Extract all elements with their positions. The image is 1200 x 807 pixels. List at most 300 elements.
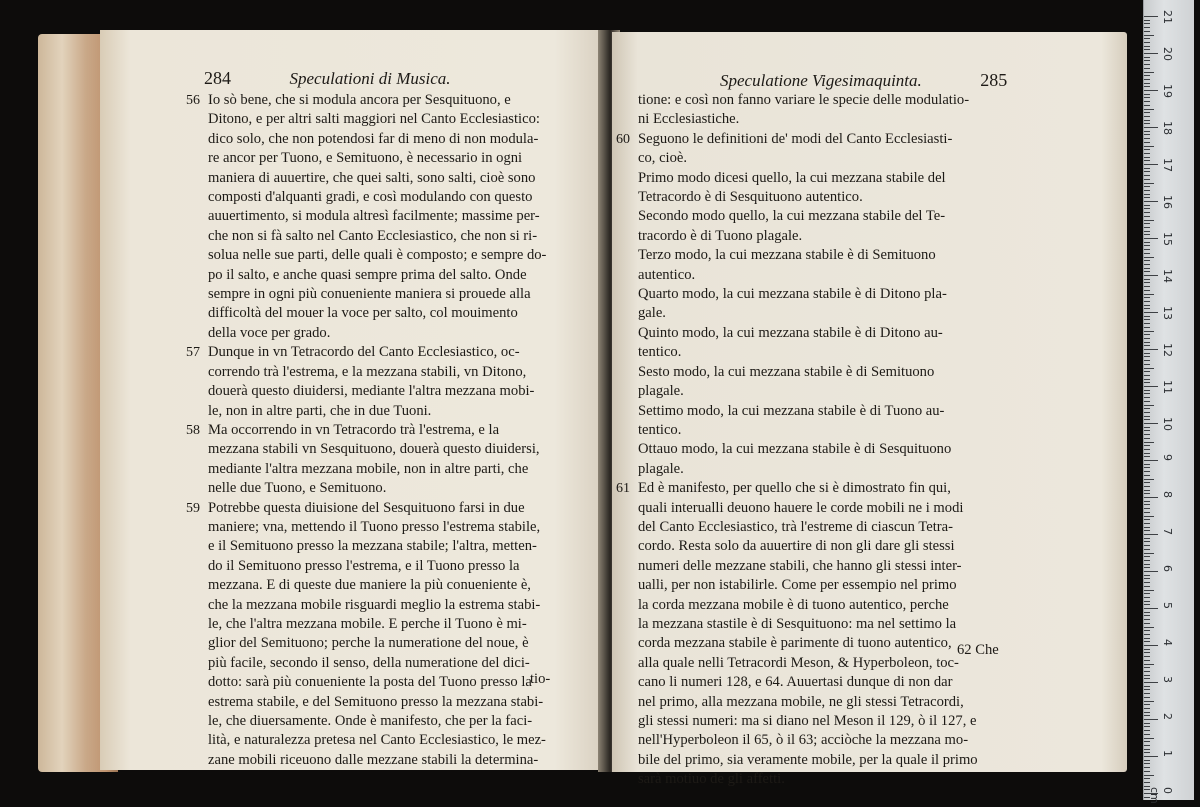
ruler-minor-tick	[1144, 290, 1150, 291]
ruler-minor-tick	[1144, 486, 1150, 487]
text-line	[616, 227, 1026, 246]
ruler-minor-tick	[1144, 286, 1150, 287]
ruler-label: 18	[1161, 121, 1174, 135]
line-text: mezzana stabili vn Sesquituono, douerà questo diuidersi,	[208, 441, 540, 458]
ruler-minor-tick	[1144, 704, 1150, 705]
left-page	[100, 30, 605, 770]
line-text: Sesto modo, la cui mezzana stabile è di Semituono	[638, 363, 935, 380]
ruler-minor-tick	[1144, 356, 1150, 357]
ruler-minor-tick	[1144, 212, 1150, 213]
ruler-minor-tick	[1144, 675, 1150, 676]
ruler-minor-tick	[1144, 297, 1150, 298]
ruler-minor-tick	[1144, 741, 1150, 742]
ruler-tick	[1144, 127, 1158, 128]
line-text: corda mezzana stabile è parimente di tuono autentico,	[638, 635, 952, 652]
line-text: correndo trà l'estrema, e la mezzana stabili, vn Ditono,	[208, 363, 527, 380]
ruler-minor-tick	[1144, 194, 1150, 195]
ruler-minor-tick	[1144, 708, 1150, 709]
ruler-minor-tick	[1144, 778, 1150, 779]
ruler-minor-tick	[1144, 623, 1150, 624]
ruler-minor-tick	[1144, 168, 1150, 169]
ruler-minor-tick	[1144, 641, 1150, 642]
ruler-minor-tick	[1144, 231, 1150, 232]
line-text: nel primo, alla mezzana mobile, ne gli stessi Tetracordi,	[638, 693, 964, 710]
line-text: re ancor per Tuono, e Semituono, è necessario in ogni	[208, 150, 523, 167]
text-line	[186, 537, 606, 556]
line-text: Quinto modo, la cui mezzana stabile è di Ditono au-	[638, 324, 943, 341]
ruler-label: 12	[1161, 343, 1174, 357]
line-text: autentico.	[638, 266, 696, 283]
ruler-minor-tick	[1144, 123, 1150, 124]
ruler-minor-tick	[1144, 345, 1150, 346]
ruler-label: 8	[1161, 491, 1174, 498]
ruler-minor-tick	[1144, 197, 1150, 198]
ruler-tick	[1144, 238, 1158, 239]
ruler-minor-tick	[1144, 771, 1150, 772]
ruler-minor-tick	[1144, 397, 1150, 398]
text-line	[186, 285, 606, 304]
ruler-tick	[1144, 608, 1158, 609]
line-text: Secondo modo quello, la cui mezzana stabile del Te-	[638, 208, 946, 225]
text-line	[186, 304, 606, 323]
ruler-minor-tick	[1144, 157, 1150, 158]
text-line	[616, 402, 1026, 421]
ruler-minor-tick	[1144, 516, 1154, 517]
ruler-label: 4	[1161, 639, 1174, 646]
right-page-number: 285	[980, 70, 1008, 90]
left-running-head: Speculationi di Musica.	[289, 69, 451, 88]
text-line	[616, 110, 1026, 129]
ruler-label: 11	[1161, 380, 1174, 394]
line-text: zane mobili riceuono dalle mezzane stabili la determina-	[208, 751, 539, 768]
ruler-minor-tick	[1144, 427, 1150, 428]
ruler-label: 6	[1161, 565, 1174, 572]
ruler-minor-tick	[1144, 767, 1150, 768]
line-text: tentico.	[638, 421, 682, 438]
line-text: le, che l'altra mezzana mobile. E perche il Tuono è mi-	[208, 615, 527, 632]
ruler-minor-tick	[1144, 301, 1150, 302]
text-line	[186, 634, 606, 653]
ruler-minor-tick	[1144, 23, 1150, 24]
ruler-minor-tick	[1144, 190, 1150, 191]
ruler-minor-tick	[1144, 175, 1150, 176]
text-line	[186, 130, 606, 149]
line-text: maniere; vna, mettendo il Tuono presso l'estrema stabile,	[208, 518, 541, 535]
ruler-minor-tick	[1144, 79, 1150, 80]
text-line	[186, 596, 606, 615]
ruler-minor-tick	[1144, 612, 1150, 613]
ruler-minor-tick	[1144, 27, 1150, 28]
ruler-minor-tick	[1144, 382, 1150, 383]
ruler-minor-tick	[1144, 671, 1150, 672]
line-text: Settimo modo, la cui mezzana stabile è di Tuono au-	[638, 402, 945, 419]
ruler-tick	[1144, 164, 1158, 165]
line-text: cano li numeri 128, e 64. Auuertasi dunque di non dar	[638, 674, 953, 691]
ruler-minor-tick	[1144, 42, 1150, 43]
ruler-label: 14	[1161, 269, 1174, 283]
ruler-minor-tick	[1144, 504, 1150, 505]
text-line	[186, 479, 606, 498]
text-line	[186, 382, 606, 401]
ruler-minor-tick	[1144, 416, 1150, 417]
line-text: la mezzana stastile è di Sesquituono: ma nel settimo la	[638, 615, 957, 632]
text-line	[186, 693, 606, 712]
text-line	[616, 188, 1026, 207]
line-text: Ed è manifesto, per quello che si è dimostrato fin qui,	[638, 480, 951, 497]
ruler-minor-tick	[1144, 582, 1150, 583]
ruler-minor-tick	[1144, 305, 1150, 306]
ruler-minor-tick	[1144, 294, 1154, 295]
ruler-minor-tick	[1144, 208, 1150, 209]
text-line	[616, 382, 1026, 401]
ruler-label: 19	[1161, 84, 1174, 98]
ruler-minor-tick	[1144, 634, 1150, 635]
ruler-minor-tick	[1144, 264, 1150, 265]
text-line	[616, 596, 1026, 615]
ruler-minor-tick	[1144, 316, 1150, 317]
ruler-minor-tick	[1144, 545, 1150, 546]
line-text: alla quale nelli Tetracordi Meson, & Hyperboleon, toc-	[638, 654, 959, 671]
ruler-tick	[1144, 571, 1158, 572]
text-line	[616, 615, 1026, 634]
ruler-minor-tick	[1144, 257, 1154, 258]
line-text: solua nelle sue parti, delle quali è composto; e sempre do-	[208, 247, 547, 264]
line-text: cordo. Resta solo da auuertire di non gli dare gli stessi	[638, 538, 955, 555]
ruler-minor-tick	[1144, 64, 1150, 65]
line-text: ualli, per non istabilirle. Come per essempio nel primo	[638, 577, 957, 594]
ruler-minor-tick	[1144, 453, 1150, 454]
ruler-tick	[1144, 312, 1158, 313]
ruler-minor-tick	[1144, 493, 1150, 494]
ruler-label: 0 cm	[1148, 787, 1174, 804]
text-line	[616, 304, 1026, 323]
line-text: ni Ecclesiastiche.	[638, 111, 740, 128]
ruler-minor-tick	[1144, 35, 1154, 36]
ruler-minor-tick	[1144, 60, 1150, 61]
ruler-minor-tick	[1144, 438, 1150, 439]
ruler-minor-tick	[1144, 726, 1150, 727]
ruler-minor-tick	[1144, 205, 1150, 206]
ruler-minor-tick	[1144, 541, 1150, 542]
ruler-minor-tick	[1144, 689, 1150, 690]
text-line	[186, 227, 606, 246]
ruler-label: 21	[1161, 10, 1174, 24]
ruler-minor-tick	[1144, 445, 1150, 446]
ruler-label: 5	[1161, 602, 1174, 609]
ruler-minor-tick	[1144, 656, 1150, 657]
text-line	[616, 130, 1026, 149]
line-text: sarà motiuo de gli affetti.	[638, 771, 785, 788]
ruler-minor-tick	[1144, 697, 1150, 698]
line-text: che la mezzana mobile risguardi meglio la estrema stabi-	[208, 596, 541, 613]
ruler-minor-tick	[1144, 260, 1150, 261]
ruler-minor-tick	[1144, 660, 1150, 661]
line-text: gli stessi numeri: ma si diano nel Meson il 129, ò il 127, e	[638, 713, 977, 729]
line-text: glior del Semituono; perche la numeratione del noue, è	[208, 635, 529, 652]
text-line	[616, 285, 1026, 304]
left-catchword: tio-	[530, 671, 551, 687]
text-line	[616, 693, 1026, 712]
text-line	[186, 169, 606, 188]
text-line	[186, 324, 606, 343]
ruler-minor-tick	[1144, 712, 1150, 713]
line-text: gale.	[638, 305, 666, 322]
right-running-head: Speculatione Vigesimaquinta.	[720, 71, 922, 90]
ruler-minor-tick	[1144, 405, 1154, 406]
ruler-minor-tick	[1144, 649, 1150, 650]
ruler-minor-tick	[1144, 749, 1150, 750]
ruler-tick	[1144, 497, 1158, 498]
ruler-minor-tick	[1144, 38, 1150, 39]
ruler-minor-tick	[1144, 575, 1150, 576]
ruler-minor-tick	[1144, 149, 1150, 150]
ruler-minor-tick	[1144, 527, 1150, 528]
ruler-minor-tick	[1144, 334, 1150, 335]
ruler-minor-tick	[1144, 601, 1150, 602]
ruler-tick	[1144, 756, 1158, 757]
paragraph-number: 60	[616, 131, 630, 147]
ruler-minor-tick	[1144, 342, 1150, 343]
ruler-minor-tick	[1144, 131, 1150, 132]
line-text: Potrebbe questa diuisione del Sesquituono farsi in due	[208, 499, 525, 516]
ruler-minor-tick	[1144, 279, 1150, 280]
ruler-minor-tick	[1144, 730, 1150, 731]
paragraph-number: 56	[186, 93, 200, 108]
text-line	[186, 731, 606, 750]
line-text: le, che diuersamente. Onde è manifesto, che per la faci-	[208, 713, 533, 729]
ruler-minor-tick	[1144, 782, 1150, 783]
ruler-minor-tick	[1144, 449, 1150, 450]
ruler-tick	[1144, 645, 1158, 646]
ruler-minor-tick	[1144, 456, 1150, 457]
ruler-minor-tick	[1144, 120, 1150, 121]
line-text: dotto: sarà più conueniente la posta del Tuono presso la	[208, 674, 532, 691]
ruler-minor-tick	[1144, 97, 1150, 98]
text-line	[616, 149, 1026, 168]
ruler-minor-tick	[1144, 353, 1150, 354]
line-text: douerà questo diuidersi, mediante l'altra mezzana mobi-	[208, 383, 535, 400]
ruler-minor-tick	[1144, 338, 1150, 339]
text-line	[616, 731, 1026, 750]
ruler-minor-tick	[1144, 723, 1150, 724]
paragraph-number: 61	[616, 481, 630, 497]
text-line	[616, 712, 1026, 731]
text-line	[616, 557, 1026, 576]
ruler-label: 9	[1161, 454, 1174, 461]
line-text: lità, e naturalezza pretesa nel Canto Ecclesiastico, le mez-	[208, 732, 546, 749]
ruler-tick	[1144, 460, 1158, 461]
line-text: quali interualli deuono hauere le corde mobili ne i modi	[638, 499, 964, 516]
ruler-minor-tick	[1144, 464, 1150, 465]
ruler-minor-tick	[1144, 419, 1150, 420]
line-text: Io sò bene, che si modula ancora per Sesquituono, e	[208, 92, 511, 108]
line-text: dico solo, che non potendosi far di meno di non modula-	[208, 130, 539, 147]
line-text: mediante l'altra mezzana mobile, non in altre parti, che	[208, 460, 529, 477]
ruler-minor-tick	[1144, 101, 1150, 102]
ruler-minor-tick	[1144, 701, 1154, 702]
text-line	[616, 576, 1026, 595]
ruler-minor-tick	[1144, 234, 1150, 235]
line-text: co, cioè.	[638, 150, 688, 167]
text-line	[616, 207, 1026, 226]
text-line	[616, 537, 1026, 556]
ruler-minor-tick	[1144, 549, 1150, 550]
ruler-minor-tick	[1144, 401, 1150, 402]
ruler-minor-tick	[1144, 375, 1150, 376]
text-line	[616, 421, 1026, 440]
text-line	[616, 751, 1026, 770]
ruler-minor-tick	[1144, 775, 1154, 776]
line-text: maniera di auuertire, che quei salti, sono salti, cioè sono	[208, 169, 536, 186]
ruler-minor-tick	[1144, 556, 1150, 557]
line-text: tentico.	[638, 344, 682, 361]
ruler-label: 7	[1161, 528, 1174, 535]
ruler-minor-tick	[1144, 160, 1150, 161]
ruler-minor-tick	[1144, 57, 1150, 58]
line-text: Seguono le definitioni de' modi del Canto Ecclesiasti-	[638, 130, 953, 147]
line-text: più facile, secondo il senso, della numeratione del dici-	[208, 654, 530, 671]
ruler-label: 16	[1161, 195, 1174, 209]
text-line	[186, 363, 606, 382]
line-text: nelle due Tuono, e Semituono.	[208, 480, 387, 497]
text-line	[186, 440, 606, 459]
ruler-label: 2	[1161, 713, 1174, 720]
ruler-minor-tick	[1144, 512, 1150, 513]
ruler-minor-tick	[1144, 475, 1150, 476]
left-page-body	[186, 91, 606, 770]
ruler-minor-tick	[1144, 112, 1150, 113]
text-line	[186, 712, 606, 731]
ruler-minor-tick	[1144, 408, 1150, 409]
line-text: composti d'alquanti gradi, e così modulando con questo	[208, 189, 533, 206]
line-text: estrema stabile, e del Semituono presso la mezzana stabi-	[208, 693, 544, 710]
ruler-minor-tick	[1144, 530, 1150, 531]
ruler-minor-tick	[1144, 153, 1150, 154]
ruler-tick	[1144, 201, 1158, 202]
ruler-tick	[1144, 423, 1158, 424]
ruler-minor-tick	[1144, 538, 1150, 539]
ruler-label: 17	[1161, 158, 1174, 172]
ruler-minor-tick	[1144, 109, 1154, 110]
line-text: che non si fà salto nel Canto Ecclesiastico, che non si ri-	[208, 227, 538, 244]
ruler-minor-tick	[1144, 72, 1154, 73]
text-line	[186, 402, 606, 421]
ruler-minor-tick	[1144, 667, 1150, 668]
ruler-minor-tick	[1144, 715, 1150, 716]
line-text: Dunque in vn Tetracordo del Canto Ecclesiastico, oc-	[208, 344, 520, 361]
ruler-minor-tick	[1144, 142, 1150, 143]
ruler-minor-tick	[1144, 379, 1150, 380]
line-text: Ottauo modo, la cui mezzana stabile è di Sesquituono	[638, 441, 952, 458]
ruler-label: 1	[1161, 750, 1174, 757]
paragraph-number: 59	[186, 500, 200, 516]
ruler-minor-tick	[1144, 183, 1154, 184]
paragraph-number: 57	[186, 345, 200, 361]
text-line	[186, 576, 606, 595]
ruler-minor-tick	[1144, 590, 1154, 591]
ruler-minor-tick	[1144, 319, 1150, 320]
ruler-minor-tick	[1144, 220, 1154, 221]
ruler-tick	[1144, 386, 1158, 387]
ruler-minor-tick	[1144, 567, 1150, 568]
left-page-number: 284	[204, 68, 231, 88]
ruler-minor-tick	[1144, 138, 1150, 139]
ruler-tick	[1144, 682, 1158, 683]
paragraph-number: 58	[186, 422, 200, 438]
ruler-minor-tick	[1144, 31, 1150, 32]
ruler-tick	[1144, 90, 1158, 91]
ruler-minor-tick	[1144, 508, 1150, 509]
ruler-minor-tick	[1144, 323, 1150, 324]
ruler-label: 10	[1161, 417, 1174, 431]
ruler-minor-tick	[1144, 49, 1150, 50]
text-line	[186, 751, 606, 770]
ruler-minor-tick	[1144, 627, 1154, 628]
ruler-minor-tick	[1144, 686, 1150, 687]
text-line	[616, 499, 1026, 518]
ruler-minor-tick	[1144, 227, 1150, 228]
text-line	[186, 518, 606, 537]
ruler-minor-tick	[1144, 760, 1150, 761]
ruler-minor-tick	[1144, 75, 1150, 76]
line-text: Quarto modo, la cui mezzana stabile è di Ditono pla-	[638, 286, 947, 303]
ruler-minor-tick	[1144, 490, 1150, 491]
ruler-minor-tick	[1144, 249, 1150, 250]
ruler-minor-tick	[1144, 560, 1150, 561]
text-line	[616, 266, 1026, 285]
ruler-minor-tick	[1144, 242, 1150, 243]
ruler-minor-tick	[1144, 253, 1150, 254]
ruler-minor-tick	[1144, 83, 1150, 84]
right-catchword: 62 Che	[957, 642, 999, 658]
line-text: e il Semituono presso la mezzana stabile; l'altra, metten-	[208, 538, 537, 555]
ruler-minor-tick	[1144, 216, 1150, 217]
line-text: Tetracordo è di Sesquituono autentico.	[638, 189, 863, 206]
ruler-minor-tick	[1144, 116, 1150, 117]
text-line	[616, 518, 1026, 537]
ruler-minor-tick	[1144, 268, 1150, 269]
text-line	[616, 440, 1026, 459]
text-line	[186, 343, 606, 362]
ruler-tick	[1144, 349, 1158, 350]
ruler-tick	[1144, 275, 1158, 276]
ruler-minor-tick	[1144, 693, 1150, 694]
ruler-minor-tick	[1144, 308, 1150, 309]
text-line	[186, 207, 606, 226]
text-line	[186, 460, 606, 479]
ruler-minor-tick	[1144, 430, 1150, 431]
ruler-minor-tick	[1144, 597, 1150, 598]
ruler-minor-tick	[1144, 282, 1150, 283]
text-line	[186, 266, 606, 285]
ruler-minor-tick	[1144, 186, 1150, 187]
ruler-minor-tick	[1144, 519, 1150, 520]
text-line	[616, 363, 1026, 382]
ruler-minor-tick	[1144, 68, 1150, 69]
ruler-minor-tick	[1144, 393, 1150, 394]
ruler-minor-tick	[1144, 553, 1154, 554]
ruler-minor-tick	[1144, 223, 1150, 224]
text-line	[616, 91, 1026, 110]
text-line	[186, 557, 606, 576]
ruler-minor-tick	[1144, 105, 1150, 106]
ruler-minor-tick	[1144, 630, 1150, 631]
ruler-minor-tick	[1144, 678, 1150, 679]
ruler-minor-tick	[1144, 638, 1150, 639]
text-line	[616, 169, 1026, 188]
ruler-label: 15	[1161, 232, 1174, 246]
line-text: le, non in altre parti, che in due Tuoni.	[208, 402, 432, 419]
